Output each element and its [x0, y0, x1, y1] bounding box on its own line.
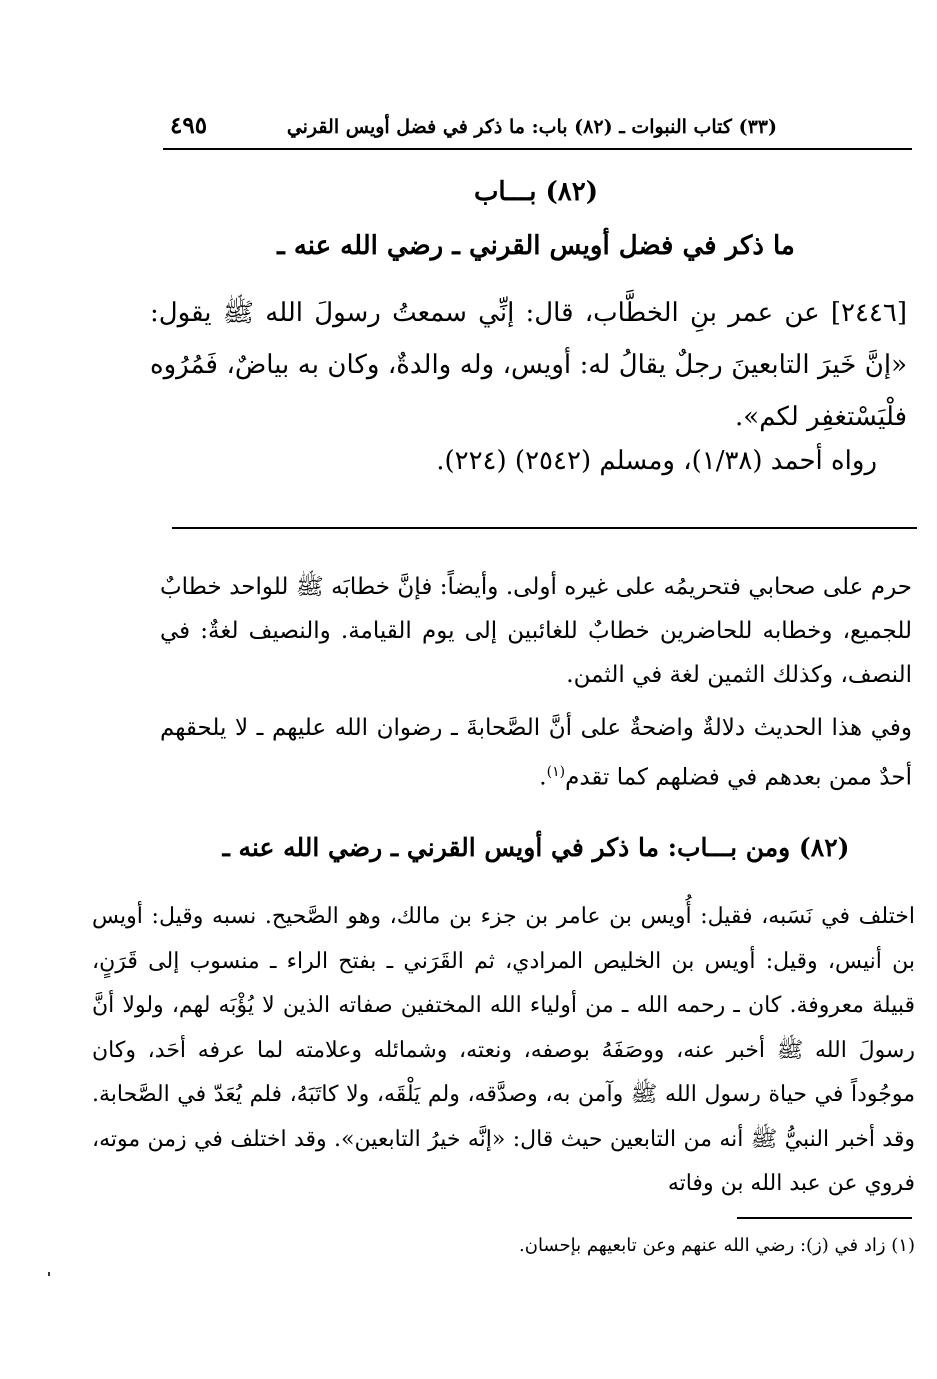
- page-number: ٤٩٥: [170, 112, 208, 139]
- footnote: (١) زاد في (ز): رضي الله عنهم وعن تابعيهم بإحسان.: [519, 1235, 915, 1256]
- running-header: (٣٣) كتاب النبوات ـ (٨٢) باب: ما ذكر في فضل أويس القرني: [286, 116, 777, 138]
- commentary-end: .: [539, 764, 547, 791]
- footnote-marker: (١): [546, 764, 566, 780]
- hadith-reference: رواه أحمد (١/٣٨)، ومسلم (٢٥٤٢) (٢٢٤).: [436, 446, 877, 476]
- commentary-paragraph: حرم على صحابي فتحريمُه على غيره أولى. وأيضاً: فإنَّ خطابَه ﷺ للواحد خطابٌ للجميع، وخطابه للحاضرين خطابٌ للغائبين إلى يوم القيامة. والنصيف لغةٌ: في النصف، وكذلك الثمين لغة في الثمن.: [160, 574, 912, 688]
- section-heading: (٨٢) ومن بـــاب: ما ذكر في أويس القرني ـ رضي الله عنه ـ: [222, 833, 850, 862]
- chapter-title: (٨٢) بـــاب: [473, 177, 599, 207]
- section-divider: [172, 527, 917, 529]
- section-body: اختلف في نَسَبه، فقيل: أُويس بن عامر بن جزء بن مالك، وهو الصَّحيح. نسبه وقيل: أويس بن أنيس، وقيل: أويس بن الخليص المرادي، ثم القَرَني ـ بفتح الراء ـ منسوب إلى قَرَنٍ، قبيلة معروفة. كان ـ رحمه الله ـ من أولياء الله المختفين صفاته الذين لا يُؤْبَه لهم، ولولا أنَّ رسولَ الله ﷺ أخبر عنه، ووصَفَهُ بوصفه، ونعته، وشمائله وعلامته لما عرفه أحَد، وكان موجُوداً في حياة رسول الله ﷺ وآمن به، وصدَّقه، ولم يَلْقَه، ولا كاتَبَهُ، فلم يُعَدّ في الصَّحابة. وقد أخبر النبيُّ ﷺ أنه من التابعين حيث قال: «إنَّه خيرُ التابعين». وقد اختلف في زمن موته، فروي عن عبد الله بن وفاته: [92, 904, 915, 1196]
- hadith-text: [٢٤٤٦] عن عمر بنِ الخطَّاب، قال: إنِّي سمعتُ رسولَ الله ﷺ يقول: «إنَّ خَيرَ التابعينَ رجلٌ يقالُ له: أويس، وله والدةٌ، وكان به بياضٌ، فَمُرُوه فلْيَسْتغفِر لكم».: [150, 298, 907, 432]
- commentary-paragraph-2: [160, 706, 912, 800]
- commentary-text: وفي هذا الحديث دلالةٌ واضحةٌ على أنَّ الصَّحابةَ ـ رضوان الله عليهم ـ لا يلحقهم أحدٌ ممن بعدهم في فضلهم كما تقدم: [160, 715, 912, 791]
- header-divider: [163, 148, 912, 150]
- scan-speck: [48, 1272, 50, 1276]
- footnote-divider: [737, 1217, 912, 1219]
- chapter-subtitle: ما ذكر في فضل أويس القرني ـ رضي الله عنه ـ: [277, 231, 795, 261]
